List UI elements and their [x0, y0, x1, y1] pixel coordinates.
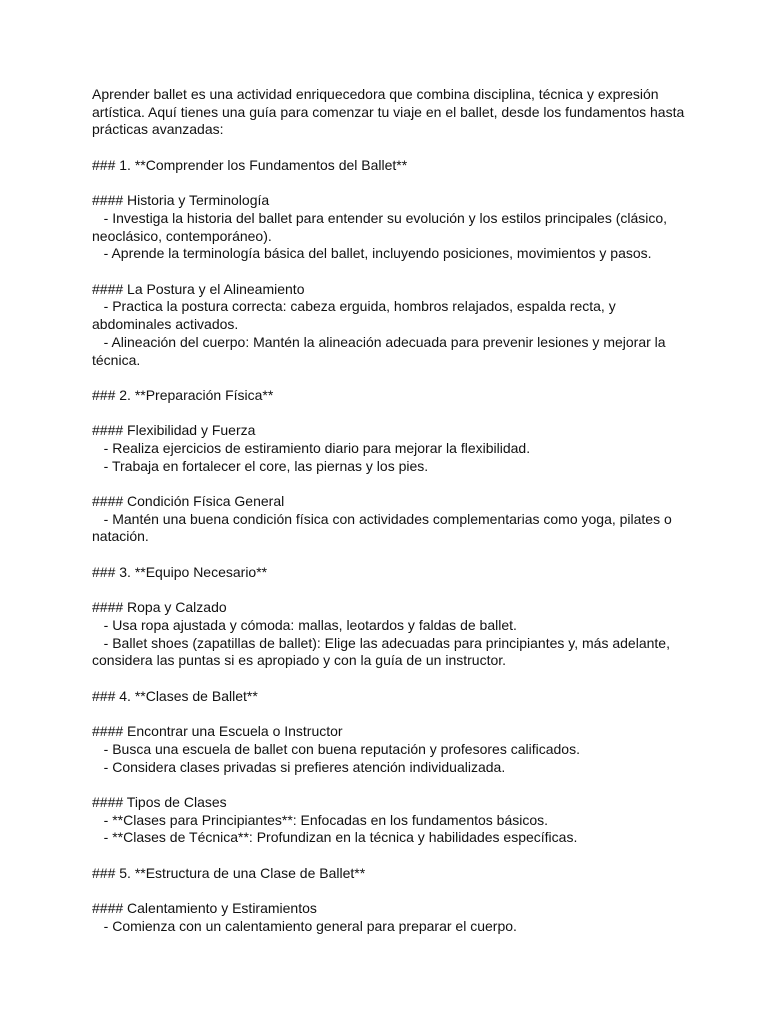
- bullet-line: - Trabaja en fortalecer el core, las piernas y los pies.: [92, 457, 429, 474]
- bullet-line: - Mantén una buena condición física con actividades complementarias como yoga, pilates o natación.: [92, 510, 676, 545]
- document-sections: [92, 157, 692, 936]
- section-block: [92, 900, 692, 935]
- bullet-line: - Aprende la terminología básica del ballet, incluyendo posiciones, movimientos y pasos.: [92, 245, 652, 262]
- section-heading: ### 4. **Clases de Ballet**: [92, 687, 258, 704]
- subsection-heading: #### Ropa y Calzado: [92, 599, 227, 616]
- bullet-line: - Practica la postura correcta: cabeza erguida, hombros relajados, espalda recta, y abdominales activados.: [92, 298, 620, 333]
- section-block: [92, 865, 692, 883]
- section-heading: ### 5. **Estructura de una Clase de Ballet**: [92, 864, 366, 881]
- bullet-line: - Realiza ejercicios de estiramiento diario para mejorar la flexibilidad.: [92, 439, 531, 456]
- section-block: [92, 564, 692, 582]
- section-block: [92, 192, 692, 263]
- intro-paragraph: Aprender ballet es una actividad enriquecedora que combina disciplina, técnica y expresión artística. Aquí tienes una guía para comenzar tu viaje en el ballet, desde los fundamentos hasta prácticas avanzadas:: [92, 86, 685, 138]
- section-heading: ### 1. **Comprender los Fundamentos del Ballet**: [92, 156, 408, 173]
- bullet-line: - Investiga la historia del ballet para entender su evolución y los estilos principales (clásico, neoclásico, contemporáneo).: [92, 209, 671, 244]
- section-block: [92, 422, 692, 475]
- bullet-line: - Alineación del cuerpo: Mantén la alineación adecuada para prevenir lesiones y mejorar la técnica.: [92, 333, 670, 368]
- subsection-heading: #### Flexibilidad y Fuerza: [92, 422, 256, 439]
- section-block: [92, 387, 692, 405]
- bullet-line: - Busca una escuela de ballet con buena reputación y profesores calificados.: [92, 740, 580, 757]
- subsection-heading: #### Condición Física General: [92, 493, 285, 510]
- section-block: [92, 157, 692, 175]
- section-block: [92, 794, 692, 847]
- section-block: [92, 599, 692, 670]
- bullet-line: - Comienza con un calentamiento general para preparar el cuerpo.: [92, 917, 517, 934]
- subsection-heading: #### La Postura y el Alineamiento: [92, 280, 305, 297]
- section-block: [92, 688, 692, 706]
- subsection-heading: #### Encontrar una Escuela o Instructor: [92, 723, 343, 740]
- subsection-heading: #### Tipos de Clases: [92, 793, 227, 810]
- section-heading: ### 2. **Preparación Física**: [92, 386, 274, 403]
- bullet-line: - **Clases para Principiantes**: Enfocadas en los fundamentos básicos.: [92, 811, 549, 828]
- section-block: [92, 493, 692, 546]
- bullet-line: - Considera clases privadas si prefieres atención individualizada.: [92, 758, 506, 775]
- subsection-heading: #### Calentamiento y Estiramientos: [92, 900, 317, 917]
- section-block: [92, 281, 692, 370]
- document-body: [92, 86, 692, 953]
- bullet-line: - Usa ropa ajustada y cómoda: mallas, leotardos y faldas de ballet.: [92, 616, 517, 633]
- subsection-heading: #### Historia y Terminología: [92, 192, 270, 209]
- section-heading: ### 3. **Equipo Necesario**: [92, 563, 268, 580]
- bullet-line: - **Clases de Técnica**: Profundizan en la técnica y habilidades específicas.: [92, 829, 578, 846]
- bullet-line: - Ballet shoes (zapatillas de ballet): Elige las adecuadas para principiantes y, más adelante, considera las puntas si es apropiado y con la guía de un instructor.: [92, 634, 674, 669]
- section-block: [92, 723, 692, 776]
